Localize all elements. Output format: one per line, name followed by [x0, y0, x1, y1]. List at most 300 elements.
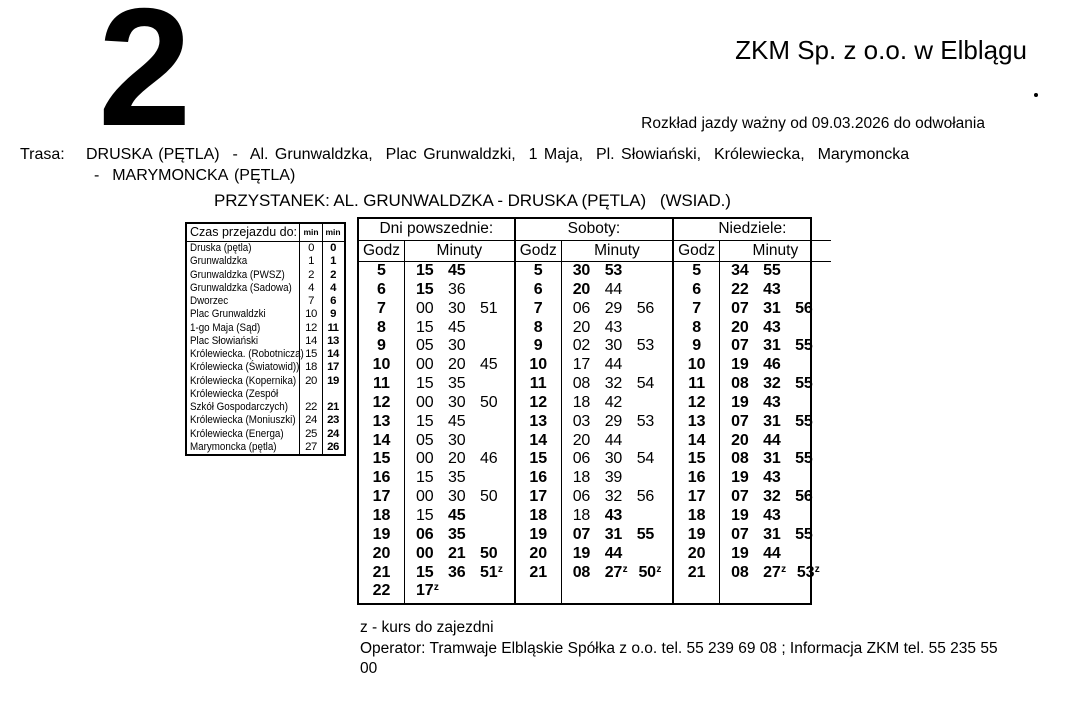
- minute-value: 08: [572, 563, 591, 581]
- minute-value: 07: [572, 525, 591, 543]
- route-text: [86, 144, 909, 186]
- hour-cell: 17: [687, 488, 706, 506]
- minutes-row: [405, 319, 514, 338]
- minute-value: 07: [731, 488, 749, 506]
- stop-header: PRZYSTANEK: AL. GRUNWALDZKA - DRUSKA (PĘTLA) (WSIAD.): [214, 191, 731, 210]
- travel-times-table: [185, 222, 346, 456]
- minutes-direction-1: 27: [299, 441, 322, 454]
- hour-cell: 14: [687, 431, 706, 449]
- minute-value: 20: [448, 450, 466, 468]
- minutes-direction-1: [299, 388, 322, 401]
- minutes-row: [720, 262, 830, 281]
- departures-table: [357, 217, 820, 605]
- minute-value: 20: [448, 356, 466, 374]
- minute-value: 50: [480, 488, 498, 506]
- min-column-1-header: min: [299, 224, 322, 241]
- minutes-row: [405, 337, 514, 356]
- minutes-row: [405, 281, 514, 300]
- timetable-section-2: [514, 219, 672, 603]
- minute-value: 15: [416, 262, 434, 279]
- hour-cell: 5: [377, 262, 386, 279]
- minutes-row: [720, 413, 830, 432]
- hours-column-header: Godz: [359, 241, 404, 262]
- minute-value: 07: [731, 299, 749, 317]
- minute-value: 29: [604, 412, 623, 430]
- minute-value: 30: [448, 431, 466, 449]
- travel-time-row: [187, 414, 344, 427]
- travel-time-row: [187, 348, 344, 361]
- minute-value: 43: [763, 506, 781, 524]
- hour-cell: 21: [687, 563, 706, 581]
- hour-cell: 11: [688, 375, 706, 393]
- minutes-direction-1: 0: [299, 242, 322, 255]
- hour-cell: 5: [533, 262, 543, 279]
- minute-value: 05: [416, 337, 434, 355]
- section-title: Dni powszednie:: [359, 219, 514, 241]
- minutes-row: [562, 469, 672, 488]
- minute-value: 55: [763, 262, 781, 279]
- travel-times-title: Czas przejazdu do:: [190, 225, 298, 239]
- minute-value: 31: [604, 525, 623, 543]
- minutes-direction-1: 4: [299, 282, 322, 295]
- stop-name: [187, 255, 299, 268]
- hour-cell: 9: [377, 337, 386, 355]
- stop-name: [187, 335, 299, 348]
- hour-cell: 18: [372, 506, 391, 524]
- minute-value: 44: [604, 431, 623, 449]
- hour-cell: 8: [692, 318, 702, 336]
- minutes-row: [405, 432, 514, 451]
- operator-line-1: Operator: Tramwaje Elbląskie Spółka z o.o. tel. 55 239 69 08 ; Informacja ZKM tel. 55 235 55: [360, 640, 998, 657]
- minutes-row: [562, 526, 672, 545]
- hour-cell: 10: [372, 356, 391, 374]
- minutes-direction-2: 14: [322, 348, 343, 361]
- minutes-direction-2: 19: [322, 375, 343, 388]
- minutes-column: [405, 241, 514, 603]
- stop-name: [187, 322, 299, 335]
- minute-value: 53$^z$: [796, 563, 820, 581]
- minutes-direction-2: 21: [322, 401, 343, 414]
- hour-cell: 18: [529, 506, 548, 524]
- minutes-direction-1: 10: [299, 308, 322, 321]
- section-title: Niedziele:: [674, 219, 830, 241]
- travel-time-row: [187, 255, 344, 268]
- minute-value: 30: [604, 337, 623, 355]
- minute-value: 30: [448, 393, 466, 411]
- minute-value: 44: [604, 544, 623, 562]
- travel-time-row: [187, 269, 344, 282]
- minute-value: 30: [448, 488, 466, 506]
- minutes-row: [405, 488, 514, 507]
- minutes-row: [562, 413, 672, 432]
- hour-cell: 16: [687, 469, 706, 487]
- minutes-row: [405, 582, 514, 601]
- validity-note: Rozkład jazdy ważny od 09.03.2026 do odwołania: [641, 115, 985, 132]
- hours-column: [516, 241, 562, 603]
- hours-column: [674, 241, 720, 603]
- minute-value: 54: [636, 375, 655, 393]
- hour-cell: 17: [372, 488, 391, 506]
- stop-name: [187, 375, 299, 388]
- minute-value: 15: [416, 563, 434, 581]
- minutes-row: [562, 337, 672, 356]
- minute-value: 43: [604, 506, 623, 524]
- minute-value: 53: [636, 337, 655, 355]
- hour-cell: 19: [687, 525, 706, 543]
- minutes-row: [720, 300, 830, 319]
- depot-run-marker: z: [656, 563, 662, 575]
- minute-value: 31: [763, 337, 781, 355]
- minute-value: 20: [572, 318, 591, 336]
- minute-value: 32: [604, 488, 623, 506]
- minute-value: 51: [480, 299, 498, 317]
- hour-cell: 15: [372, 450, 391, 468]
- minutes-row: [562, 507, 672, 526]
- hour-cell: 9: [533, 337, 543, 355]
- minutes-row: [720, 319, 830, 338]
- hour-cell: 6: [377, 280, 386, 298]
- minutes-direction-2: 11: [322, 322, 343, 335]
- minutes-direction-1: 20: [299, 375, 322, 388]
- minute-value: 18: [572, 393, 591, 411]
- travel-times-body: [187, 242, 344, 454]
- travel-time-row: [187, 295, 344, 308]
- hour-cell: 7: [377, 299, 386, 317]
- minute-value: 55: [636, 525, 655, 543]
- section-body: [516, 241, 672, 603]
- minute-value: 05: [416, 431, 434, 449]
- minute-value: 55: [795, 525, 813, 543]
- minute-value: 20: [572, 431, 591, 449]
- minute-value: 35: [448, 375, 466, 393]
- minutes-direction-2: 23: [322, 414, 343, 427]
- route-line-1: DRUSKA (PĘTLA) - Al. Grunwaldzka, Plac Grunwaldzki, 1 Maja, Pl. Słowiański, Królewiecka, Marymoncka: [86, 146, 910, 163]
- minute-value: 17$^z$: [416, 582, 439, 600]
- hour-cell: 18: [687, 506, 706, 524]
- minutes-row: [405, 300, 514, 319]
- stop-name-text: Szkół Gospodarczych): [190, 401, 288, 413]
- minute-value: 15: [416, 375, 434, 393]
- minute-value: 55: [795, 337, 813, 355]
- travel-time-row: [187, 322, 344, 335]
- minute-value: 08: [731, 375, 749, 393]
- minute-value: 45: [448, 262, 466, 279]
- minute-value: 29: [604, 299, 623, 317]
- operator-line-2: 00: [360, 659, 378, 677]
- line-number: 2: [98, 0, 190, 161]
- minutes-row: [562, 300, 672, 319]
- minute-value: 15: [416, 280, 434, 298]
- minute-value: 55: [795, 450, 813, 468]
- stop-name: [187, 428, 299, 441]
- minutes-direction-1: 24: [299, 414, 322, 427]
- hour-cell: 10: [529, 356, 548, 374]
- hour-cell: 16: [529, 469, 548, 487]
- minutes-row: [720, 356, 830, 375]
- minutes-row: [562, 262, 672, 281]
- hour-cell: 14: [372, 431, 391, 449]
- hour-cell: 7: [692, 299, 702, 317]
- stop-name: [187, 282, 299, 295]
- minutes-direction-2: 6: [322, 295, 343, 308]
- minute-value: 36: [448, 280, 466, 298]
- hour-cell: 21: [529, 563, 548, 581]
- minutes-row: [405, 375, 514, 394]
- stop-name: [187, 295, 299, 308]
- stop-name: [187, 269, 299, 282]
- minutes-direction-2: 0: [322, 242, 343, 255]
- minutes-direction-2: 1: [322, 255, 343, 268]
- minute-value: 32: [604, 375, 623, 393]
- minutes-direction-1: 14: [299, 335, 322, 348]
- minute-value: 08: [572, 375, 591, 393]
- minute-value: 19: [731, 506, 749, 524]
- minute-value: 22: [731, 280, 749, 298]
- hour-cell: 10: [687, 356, 706, 374]
- minute-value: 06: [572, 299, 591, 317]
- minutes-direction-1: 1: [299, 255, 322, 268]
- minutes-row: [562, 394, 672, 413]
- minute-value: 56: [795, 299, 813, 317]
- min-column-2-header: min: [322, 224, 343, 241]
- hour-cell: 8: [533, 318, 543, 336]
- minute-value: 44: [604, 356, 623, 374]
- hour-cell: 15: [529, 450, 548, 468]
- minutes-row: [562, 356, 672, 375]
- minutes-direction-2: 26: [322, 441, 343, 454]
- stop-name-text: Grunwaldzka: [190, 255, 248, 268]
- minute-value: 45: [448, 412, 466, 430]
- minute-value: 31: [763, 450, 781, 468]
- hour-cell: 21: [372, 563, 391, 581]
- hour-cell: 13: [529, 412, 548, 430]
- minute-value: 42: [604, 393, 623, 411]
- minutes-column-header: Minuty: [720, 241, 830, 262]
- minute-value: 15: [416, 506, 434, 524]
- travel-time-row: [187, 361, 344, 374]
- travel-time-row: [187, 335, 344, 348]
- minutes-row: [562, 564, 672, 583]
- minute-value: 30: [448, 337, 466, 355]
- minute-value: 50: [480, 544, 498, 562]
- minute-value: 53: [636, 412, 655, 430]
- stop-name-text: Królewiecka (Zespół: [190, 387, 279, 400]
- hour-cell: 15: [687, 450, 706, 468]
- minutes-direction-2: 9: [322, 308, 343, 321]
- minutes-row: [720, 545, 830, 564]
- company-name: ZKM Sp. z o.o. w Elblągu: [735, 35, 1027, 65]
- minute-value: 07: [731, 525, 749, 543]
- minute-value: 15: [416, 412, 434, 430]
- minute-value: 36: [448, 563, 466, 581]
- minute-value: 08: [731, 450, 749, 468]
- minute-value: 02: [572, 337, 591, 355]
- minutes-row: [720, 375, 830, 394]
- hour-cell: 11: [373, 375, 390, 393]
- travel-time-row: [187, 308, 344, 321]
- minutes-row: [720, 337, 830, 356]
- minutes-row: [405, 469, 514, 488]
- minutes-row: [405, 545, 514, 564]
- minutes-direction-1: 12: [299, 322, 322, 335]
- minutes-row: [405, 394, 514, 413]
- minute-value: 44: [763, 431, 781, 449]
- hour-cell: 7: [533, 299, 543, 317]
- minutes-direction-1: 22: [299, 401, 322, 414]
- minutes-direction-2: [322, 388, 343, 401]
- minutes-row: [720, 507, 830, 526]
- minute-value: 56: [795, 488, 813, 506]
- minute-value: 32: [763, 375, 781, 393]
- minute-value: 32: [763, 488, 781, 506]
- stop-name-text: Królewiecka (Światowid)): [190, 361, 300, 374]
- route-description: [20, 144, 909, 186]
- travel-time-row: [187, 428, 344, 441]
- minute-value: 18: [572, 469, 591, 487]
- minute-value: 08: [731, 563, 749, 581]
- timetable-section-1: [359, 219, 514, 603]
- minute-value: 00: [416, 544, 434, 562]
- minute-value: 15: [416, 469, 434, 487]
- minutes-row: [405, 564, 514, 583]
- stop-name-text: Królewiecka. (Robotnicza): [190, 348, 304, 360]
- minute-value: 19: [731, 469, 749, 487]
- hour-cell: 19: [529, 525, 548, 543]
- route-line-2: - MARYMONCKA (PĘTLA): [94, 167, 296, 184]
- minute-value: 17: [572, 356, 591, 374]
- minute-value: 20: [731, 318, 749, 336]
- minute-value: 50$^z$: [638, 563, 662, 581]
- minute-value: 31: [763, 299, 781, 317]
- travel-time-row: [187, 375, 344, 388]
- minutes-row: [405, 413, 514, 432]
- travel-time-row: [187, 401, 344, 414]
- minute-value: 43: [763, 280, 781, 298]
- travel-time-row: [187, 242, 344, 255]
- minute-value: 00: [416, 356, 434, 374]
- minutes-direction-1: 18: [299, 361, 322, 374]
- hour-cell: 22: [372, 582, 391, 600]
- minutes-row: [562, 432, 672, 451]
- minute-value: 30: [448, 299, 466, 317]
- minute-value: 35: [448, 525, 466, 543]
- depot-run-marker: z: [497, 563, 503, 575]
- minute-value: 27$^z$: [763, 563, 786, 581]
- minutes-column: [720, 241, 830, 603]
- minutes-row: [562, 545, 672, 564]
- depot-run-marker: z: [814, 563, 820, 575]
- hour-cell: 13: [687, 412, 706, 430]
- minute-value: 07: [731, 412, 749, 430]
- minute-value: 45: [480, 356, 498, 374]
- stop-name-text: Druska (pętla): [190, 242, 252, 254]
- stop-name: [187, 401, 299, 414]
- operator-info: [360, 639, 1060, 678]
- minute-value: 43: [763, 469, 781, 487]
- stop-name-text: Królewiecka (Kopernika): [190, 374, 297, 387]
- hours-column-header: Godz: [516, 241, 561, 262]
- stop-name-text: Królewiecka (Energa): [190, 427, 284, 440]
- minutes-row: [562, 319, 672, 338]
- minute-value: 03: [572, 412, 591, 430]
- minute-value: 21: [448, 544, 466, 562]
- minutes-row: [720, 526, 830, 545]
- minutes-direction-1: 15: [299, 348, 322, 361]
- minute-value: 07: [731, 337, 749, 355]
- stop-name: [187, 242, 299, 255]
- travel-time-row: [187, 282, 344, 295]
- depot-run-marker: z: [433, 582, 439, 594]
- minute-value: 00: [416, 450, 434, 468]
- timetable-section-3: [672, 219, 830, 603]
- minute-value: 55: [795, 375, 813, 393]
- minute-value: 43: [763, 393, 781, 411]
- hours-column: [359, 241, 405, 603]
- minute-value: 18: [572, 506, 591, 524]
- minute-value: 15: [416, 318, 434, 336]
- stop-name-text: Grunwaldzka (Sadowa): [190, 281, 292, 294]
- hour-cell: 20: [687, 544, 706, 562]
- stop-name-text: 1-go Maja (Sąd): [190, 321, 261, 334]
- minutes-row: [562, 375, 672, 394]
- travel-time-row: [187, 441, 344, 454]
- minutes-row: [720, 450, 830, 469]
- minute-value: 06: [416, 525, 434, 543]
- scan-speck: [1034, 93, 1038, 97]
- hours-column-header: Godz: [674, 241, 719, 262]
- minutes-direction-2: 13: [322, 335, 343, 348]
- minute-value: 50: [480, 393, 498, 411]
- minute-value: 20: [731, 431, 749, 449]
- hour-cell: 19: [372, 525, 391, 543]
- minutes-row: [405, 262, 514, 281]
- minutes-row: [720, 432, 830, 451]
- minute-value: 45: [448, 318, 466, 336]
- minute-value: 35: [448, 469, 466, 487]
- section-title: Soboty:: [516, 219, 672, 241]
- minute-value: 06: [572, 488, 591, 506]
- minute-value: 46: [763, 356, 781, 374]
- minute-value: 56: [636, 299, 655, 317]
- stop-name-text: Plac Grunwaldzki: [190, 308, 266, 321]
- hour-cell: 6: [533, 280, 543, 298]
- minute-value: 19: [731, 356, 749, 374]
- minute-value: 51$^z$: [480, 563, 503, 581]
- minutes-row: [720, 488, 830, 507]
- stop-name: [187, 348, 304, 361]
- stop-name: [187, 414, 299, 427]
- hour-cell: 16: [372, 469, 391, 487]
- stop-name-text: Grunwaldzka (PWSZ): [190, 268, 285, 281]
- hour-cell: 12: [529, 393, 548, 411]
- minutes-column-header: Minuty: [562, 241, 672, 262]
- hour-cell: 20: [372, 544, 391, 562]
- stop-name: [187, 361, 299, 374]
- section-body: [359, 241, 514, 603]
- section-body: [674, 241, 830, 603]
- depot-run-marker: z: [622, 563, 628, 575]
- minute-value: 45: [448, 506, 466, 524]
- minutes-row: [405, 356, 514, 375]
- minutes-direction-1: 2: [299, 269, 322, 282]
- minutes-row: [405, 450, 514, 469]
- stop-name: [187, 308, 299, 321]
- minutes-direction-2: 2: [322, 269, 343, 282]
- minute-value: 55: [795, 412, 813, 430]
- minutes-row: [562, 488, 672, 507]
- minute-value: 20: [572, 280, 591, 298]
- hour-cell: 8: [377, 318, 386, 336]
